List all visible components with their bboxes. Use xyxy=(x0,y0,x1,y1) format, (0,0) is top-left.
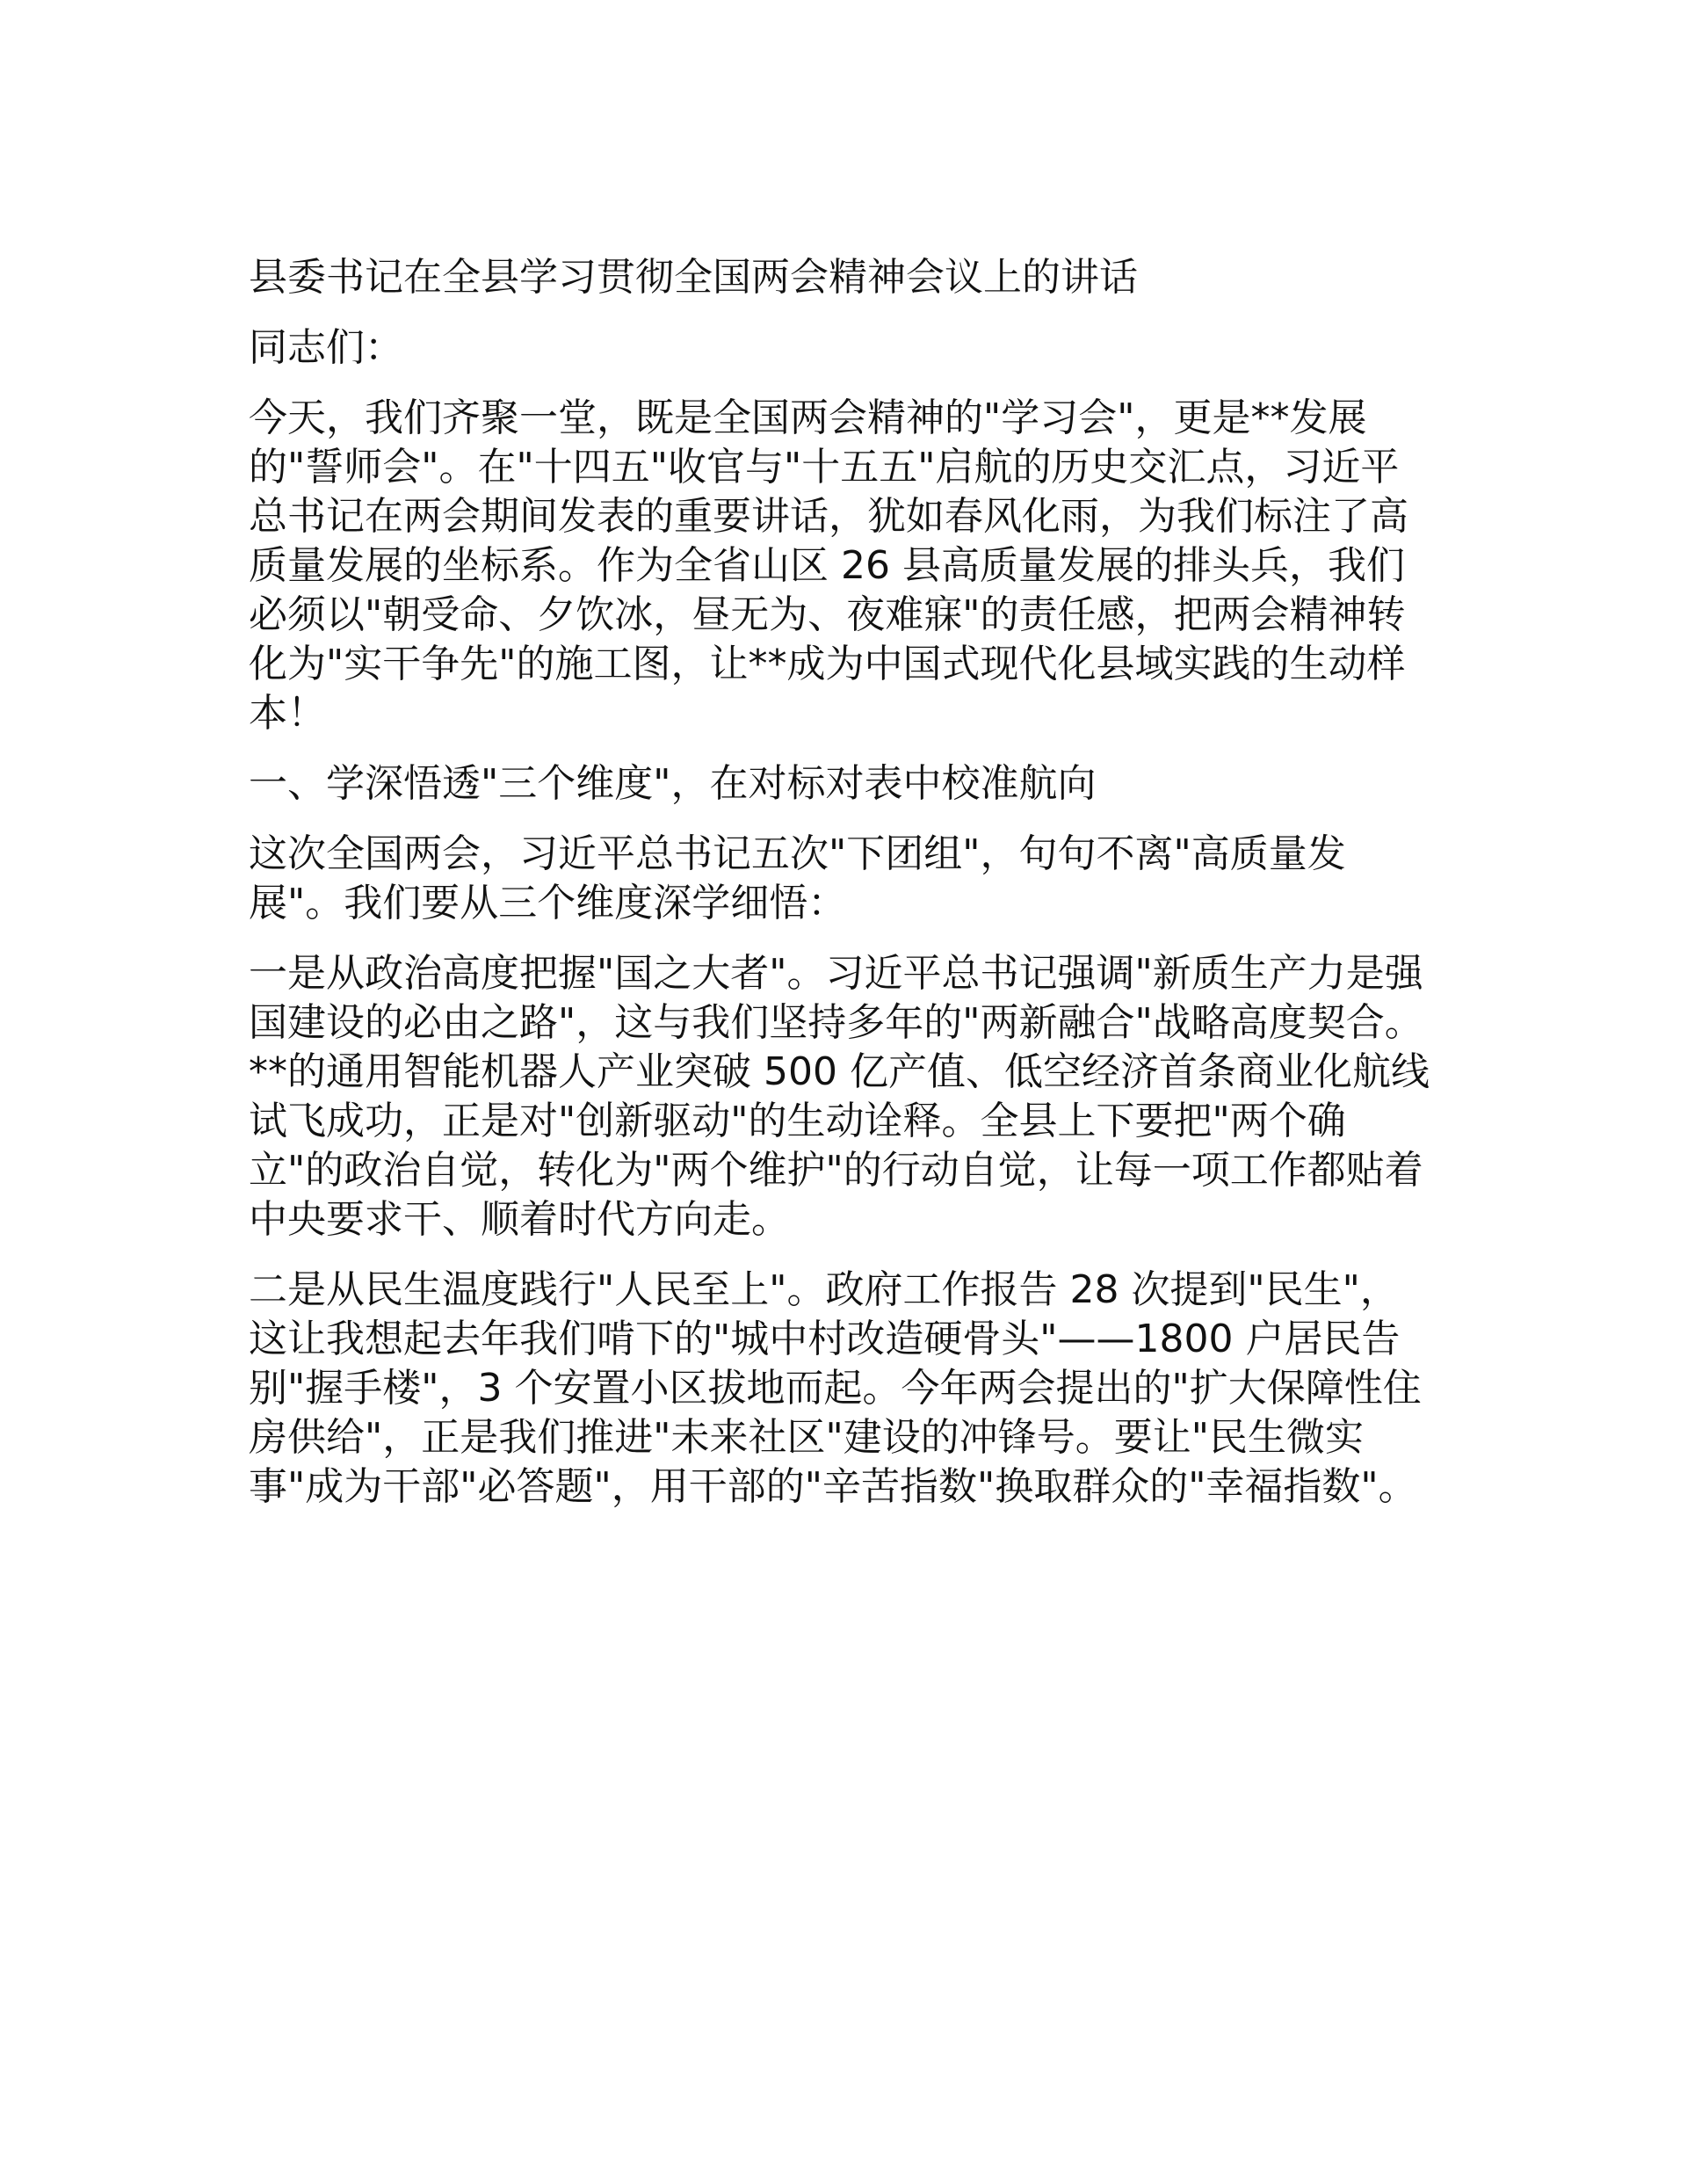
paragraph-section-1-intro: 这次全国两会，习近平总书记五次"下团组"，句句不离"高质量发展"。我们要从三个维度深学细悟： xyxy=(249,831,1346,925)
paragraph-point-1: 一是从政治高度把握"国之大者"。习近平总书记强调"新质生产力是强国建设的必由之路"，这与我们坚持多年的"两新融合"战略高度契合。**的通用智能机器人产业突破 500 亿产值、低空经济首条商业化航线试飞成功，正是对"创新驱动"的生动诠释。全县上下要把"两个确立"的政治自觉，转化为"两个维护"的行动自觉，让每一项工作都贴着中央要求干、顺着时代方向走。 xyxy=(249,951,1430,1242)
document-title: 县委书记在全县学习贯彻全国两会精神会议上的讲话 xyxy=(249,255,1138,300)
document-body xyxy=(249,253,1430,1533)
paragraph-intro: 今天，我们齐聚一堂，既是全国两会精神的"学习会"，更是**发展的"誓师会"。在"十四五"收官与"十五五"启航的历史交汇点，习近平总书记在两会期间发表的重要讲话，犹如春风化雨，为我们标注了高质量发展的坐标系。作为全省山区 26 县高质量发展的排头兵，我们必须以"朝受命、夕饮冰，昼无为、夜难寐"的责任感，把两会精神转化为"实干争先"的施工图，让**成为中国式现代化县域实践的生动样本！ xyxy=(249,395,1408,736)
section-heading-1: 一、学深悟透"三个维度"，在对标对表中校准航向 xyxy=(249,761,1097,806)
paragraph-point-2: 二是从民生温度践行"人民至上"。政府工作报告 28 次提到"民生"，这让我想起去年我们啃下的"城中村改造硬骨头"——1800 户居民告别"握手楼"，3 个安置小区拔地而起。今年两会提出的"扩大保障性住房供给"，正是我们推进"未来社区"建设的冲锋号。要让"民生微实事"成为干部"必答题"，用干部的"辛苦指数"换取群众的"幸福指数"。 xyxy=(249,1267,1422,1509)
salutation: 同志们： xyxy=(249,325,403,370)
